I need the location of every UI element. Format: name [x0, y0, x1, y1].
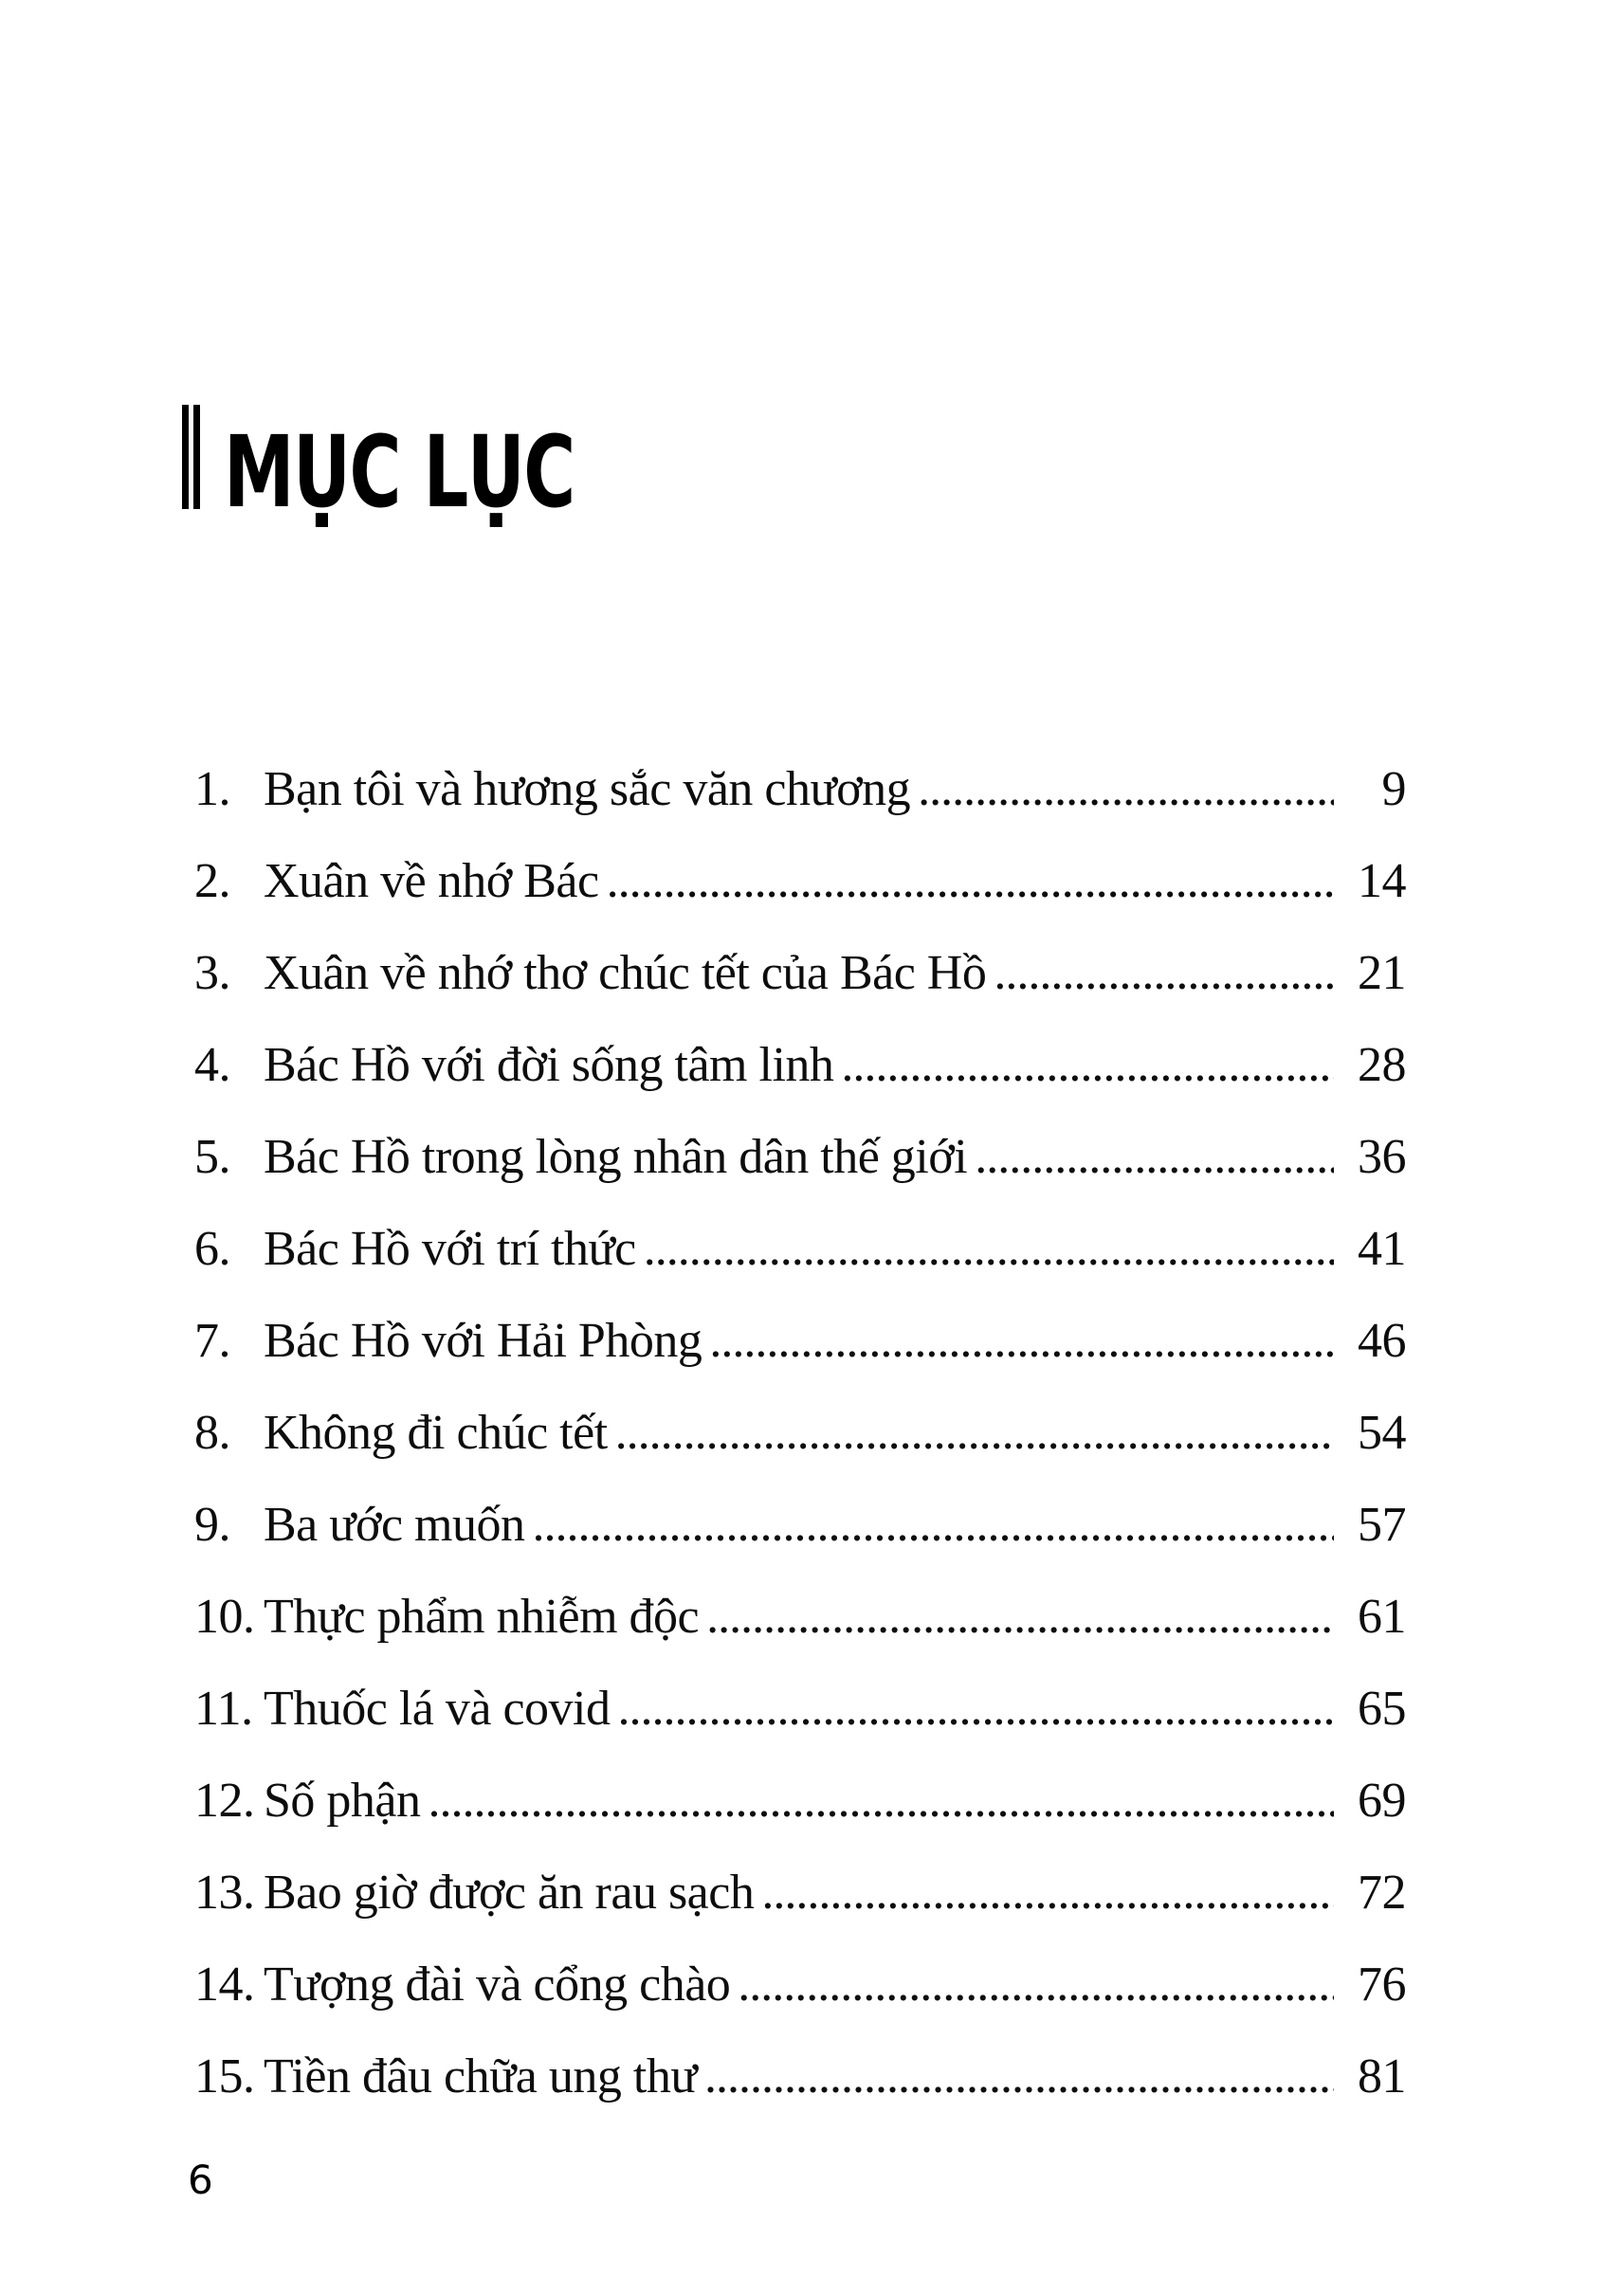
- dot-leader: [738, 1939, 1334, 2031]
- toc-entry-page: 76: [1358, 1958, 1406, 2012]
- toc-entry-title: Bạn tôi và hương sắc văn chương: [264, 762, 911, 816]
- toc-row: [194, 927, 1406, 1019]
- toc-row: [194, 1663, 1406, 1755]
- toc-entry-number: 2.: [194, 854, 230, 908]
- toc-row: [194, 1019, 1406, 1111]
- toc-entry-title: Không đi chúc tết: [264, 1406, 608, 1460]
- toc-row: [194, 1203, 1406, 1295]
- toc-entry-title: Xuân về nhớ Bác: [264, 854, 599, 908]
- toc-entry-page: 21: [1358, 946, 1406, 1000]
- toc-entry-page: 61: [1358, 1590, 1406, 1644]
- toc-entry-title: Bác Hồ với Hải Phòng: [264, 1314, 703, 1368]
- toc-entry-number: 5.: [194, 1130, 230, 1184]
- toc-row: [194, 1571, 1406, 1663]
- dot-leader: [644, 1203, 1334, 1295]
- toc-row: [194, 1479, 1406, 1571]
- dot-leader: [706, 1571, 1334, 1663]
- toc-entry-page: 9: [1381, 762, 1406, 816]
- toc-entry-number: 12.: [194, 1774, 255, 1828]
- toc-entry-page: 81: [1358, 2049, 1406, 2104]
- toc-entry-page: 69: [1358, 1774, 1406, 1828]
- dot-leader: [704, 2031, 1334, 2122]
- dot-leader: [994, 927, 1334, 1019]
- toc-entry-number: 3.: [194, 946, 230, 1000]
- toc-entry-page: 41: [1358, 1222, 1406, 1276]
- toc-entry-page: 46: [1358, 1314, 1406, 1368]
- footer-page-number: 6: [188, 2157, 213, 2203]
- toc-entry-number: 1.: [194, 762, 230, 816]
- toc-row: [194, 1939, 1406, 2031]
- toc-entry-title: Tiền đâu chữa ung thư: [264, 2049, 698, 2104]
- double-bar-icon: [182, 405, 200, 509]
- title-bar-left: [182, 405, 189, 509]
- toc-entry-title: Xuân về nhớ thơ chúc tết của Bác Hồ: [264, 946, 987, 1000]
- toc-entry-number: 13.: [194, 1866, 255, 1920]
- page-title: MỤC LỤC: [224, 414, 575, 530]
- toc-entry-title: Bác Hồ với đời sống tâm linh: [264, 1038, 834, 1092]
- toc-entry-page: 65: [1358, 1682, 1406, 1736]
- toc-entry-number: 14.: [194, 1958, 255, 2012]
- dot-leader: [975, 1111, 1334, 1203]
- toc-row: [194, 2031, 1406, 2122]
- toc-entry-number: 7.: [194, 1314, 230, 1368]
- toc-entry-number: 6.: [194, 1222, 230, 1276]
- toc-entry-title: Bác Hồ với trí thức: [264, 1222, 636, 1276]
- toc-row: [194, 1847, 1406, 1939]
- dot-leader: [709, 1295, 1334, 1387]
- toc-entry-page: 57: [1358, 1498, 1406, 1552]
- toc-row: [194, 1755, 1406, 1847]
- title-bar-right: [193, 405, 200, 509]
- dot-leader: [617, 1663, 1334, 1755]
- toc-entry-page: 54: [1358, 1406, 1406, 1460]
- toc-entry-number: 9.: [194, 1498, 230, 1552]
- toc-entry-title: Thực phẩm nhiễm độc: [264, 1590, 700, 1644]
- toc-list: [194, 743, 1406, 2122]
- toc-entry-number: 8.: [194, 1406, 230, 1460]
- toc-row: [194, 1295, 1406, 1387]
- toc-entry-title: Bao giờ được ăn rau sạch: [264, 1866, 755, 1920]
- dot-leader: [532, 1479, 1334, 1571]
- toc-entry-page: 36: [1358, 1130, 1406, 1184]
- dot-leader: [607, 835, 1334, 927]
- toc-entry-title: Bác Hồ trong lòng nhân dân thế giới: [264, 1130, 968, 1184]
- toc-entry-number: 15.: [194, 2049, 255, 2104]
- toc-entry-title: Số phận: [264, 1774, 421, 1828]
- dot-leader: [761, 1847, 1334, 1939]
- dot-leader: [841, 1019, 1334, 1111]
- dot-leader: [615, 1387, 1334, 1479]
- toc-entry-title: Tượng đài và cổng chào: [264, 1958, 731, 2012]
- toc-entry-title: Ba ước muốn: [264, 1498, 525, 1552]
- toc-entry-number: 11.: [194, 1682, 253, 1736]
- toc-entry-number: 10.: [194, 1590, 255, 1644]
- toc-row: [194, 1111, 1406, 1203]
- toc-row: [194, 743, 1406, 835]
- toc-entry-title: Thuốc lá và covid: [264, 1682, 611, 1736]
- dot-leader: [429, 1755, 1335, 1847]
- toc-entry-page: 72: [1358, 1866, 1406, 1920]
- toc-entry-page: 14: [1358, 854, 1406, 908]
- dot-leader: [918, 743, 1334, 835]
- toc-row: [194, 835, 1406, 927]
- toc-entry-page: 28: [1358, 1038, 1406, 1092]
- toc-row: [194, 1387, 1406, 1479]
- toc-entry-number: 4.: [194, 1038, 230, 1092]
